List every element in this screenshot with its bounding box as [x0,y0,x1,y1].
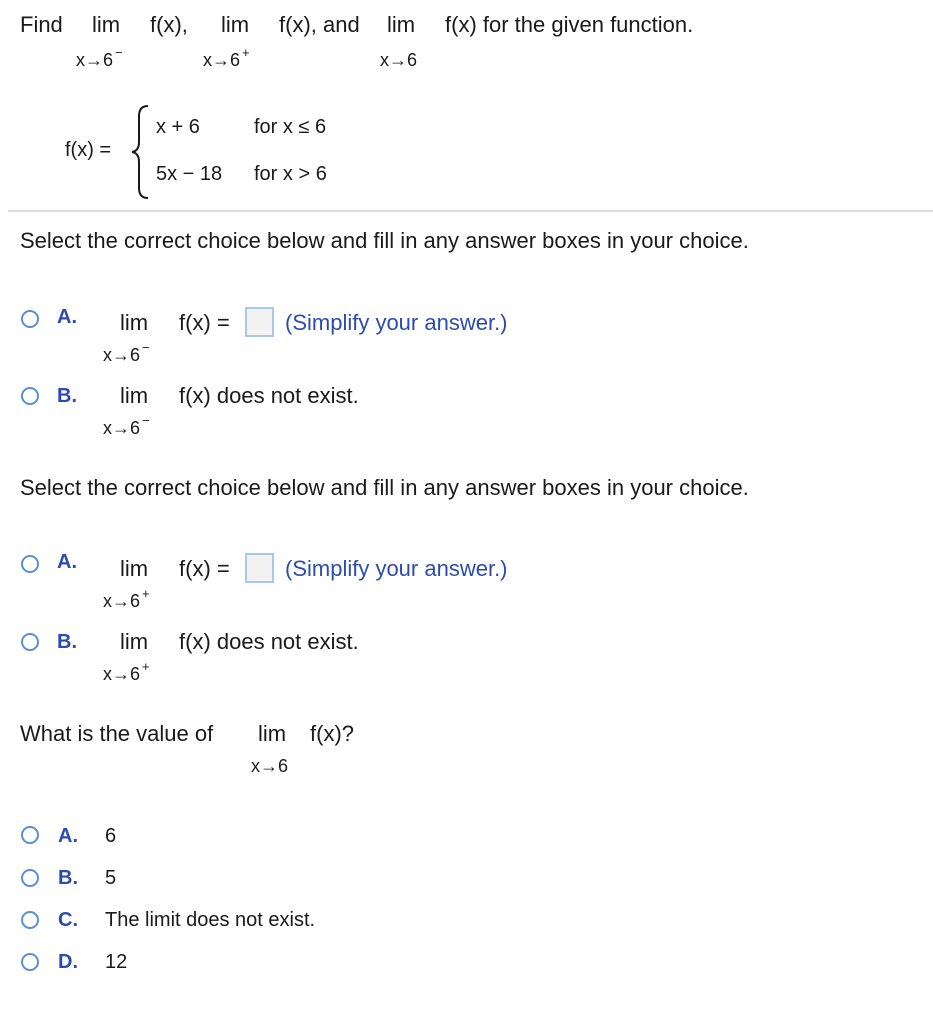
part1-option-a-fx: f(x) = [179,310,230,335]
piece2-condition: for x > 6 [254,163,327,185]
part1-option-a-lim: lim [120,310,149,335]
part3-option-a-text: 6 [105,825,117,847]
part1-option-a-label: A. [57,306,77,328]
prompt-fx-2: f(x), and [279,12,360,37]
part3-option-c-radio[interactable] [21,911,39,929]
part2-option-b-sub: x→6 + [103,659,150,684]
part1-option-a-radio[interactable] [21,310,39,328]
part3-option-d-label: D. [58,951,78,973]
part2-option-a-fx: f(x) = [179,556,230,581]
part3-option-c-text: The limit does not exist. [105,909,316,931]
prompt-sub-left: x→6 − [76,45,123,70]
prompt-lim-3: lim [387,12,416,37]
part3-option-b-text: 5 [105,867,117,889]
part1-option-b-radio[interactable] [21,387,39,405]
part2-option-a-label: A. [57,551,77,573]
section-divider [8,210,933,212]
part3-question-sub: x→6 [251,756,289,776]
part1-option-b-lim: lim [120,383,149,408]
part1-option-a-sub: x→6 − [103,340,150,365]
prompt-fx-3: f(x) for the given function. [445,12,694,37]
part3-option-c-label: C. [58,909,78,931]
part2-option-b-radio[interactable] [21,633,39,651]
part3-option-d-radio[interactable] [21,953,39,971]
part2-instruction: Select the correct choice below and fill in any answer boxes in your choice. [20,475,749,500]
part3-question-lim: lim [258,721,287,746]
part2-option-b-lim: lim [120,629,149,654]
piece1-expression: x + 6 [156,116,200,138]
part1-simplify-hint: (Simplify your answer.) [285,310,508,335]
part3-question-pre: What is the value of [20,721,214,746]
prompt-lim-1: lim [92,12,121,37]
part1-option-b-sub: x→6 − [103,413,150,438]
part2-option-a-lim: lim [120,556,149,581]
part3-option-a-label: A. [58,825,78,847]
part3-option-b-label: B. [58,867,78,889]
brace-icon [130,104,152,200]
part2-option-b-label: B. [57,631,77,653]
prompt-lim-2: lim [221,12,250,37]
part1-option-b-text: f(x) does not exist. [179,383,359,408]
part1-option-b-label: B. [57,385,77,407]
piece2-expression: 5x − 18 [156,163,223,185]
prompt-fx-1: f(x), [150,12,188,37]
part3-option-d-text: 12 [105,951,128,973]
part2-option-a-radio[interactable] [21,555,39,573]
part2-option-a-sub: x→6 + [103,586,150,611]
part3-option-b-radio[interactable] [21,869,39,887]
part2-option-b-text: f(x) does not exist. [179,629,359,654]
part1-instruction: Select the correct choice below and fill in any answer boxes in your choice. [20,228,749,253]
part2-answer-input[interactable] [245,553,274,583]
part2-simplify-hint: (Simplify your answer.) [285,556,508,581]
part3-question-post: f(x)? [310,721,354,746]
piece1-condition: for x ≤ 6 [254,116,327,138]
prompt-sub-right: x→6 + [203,45,250,70]
part3-option-a-radio[interactable] [21,826,39,844]
prompt-sub-both: x→6 [380,50,418,70]
function-name: f(x) = [65,139,112,161]
prompt-find: Find [20,12,63,37]
part1-answer-input[interactable] [245,307,274,337]
